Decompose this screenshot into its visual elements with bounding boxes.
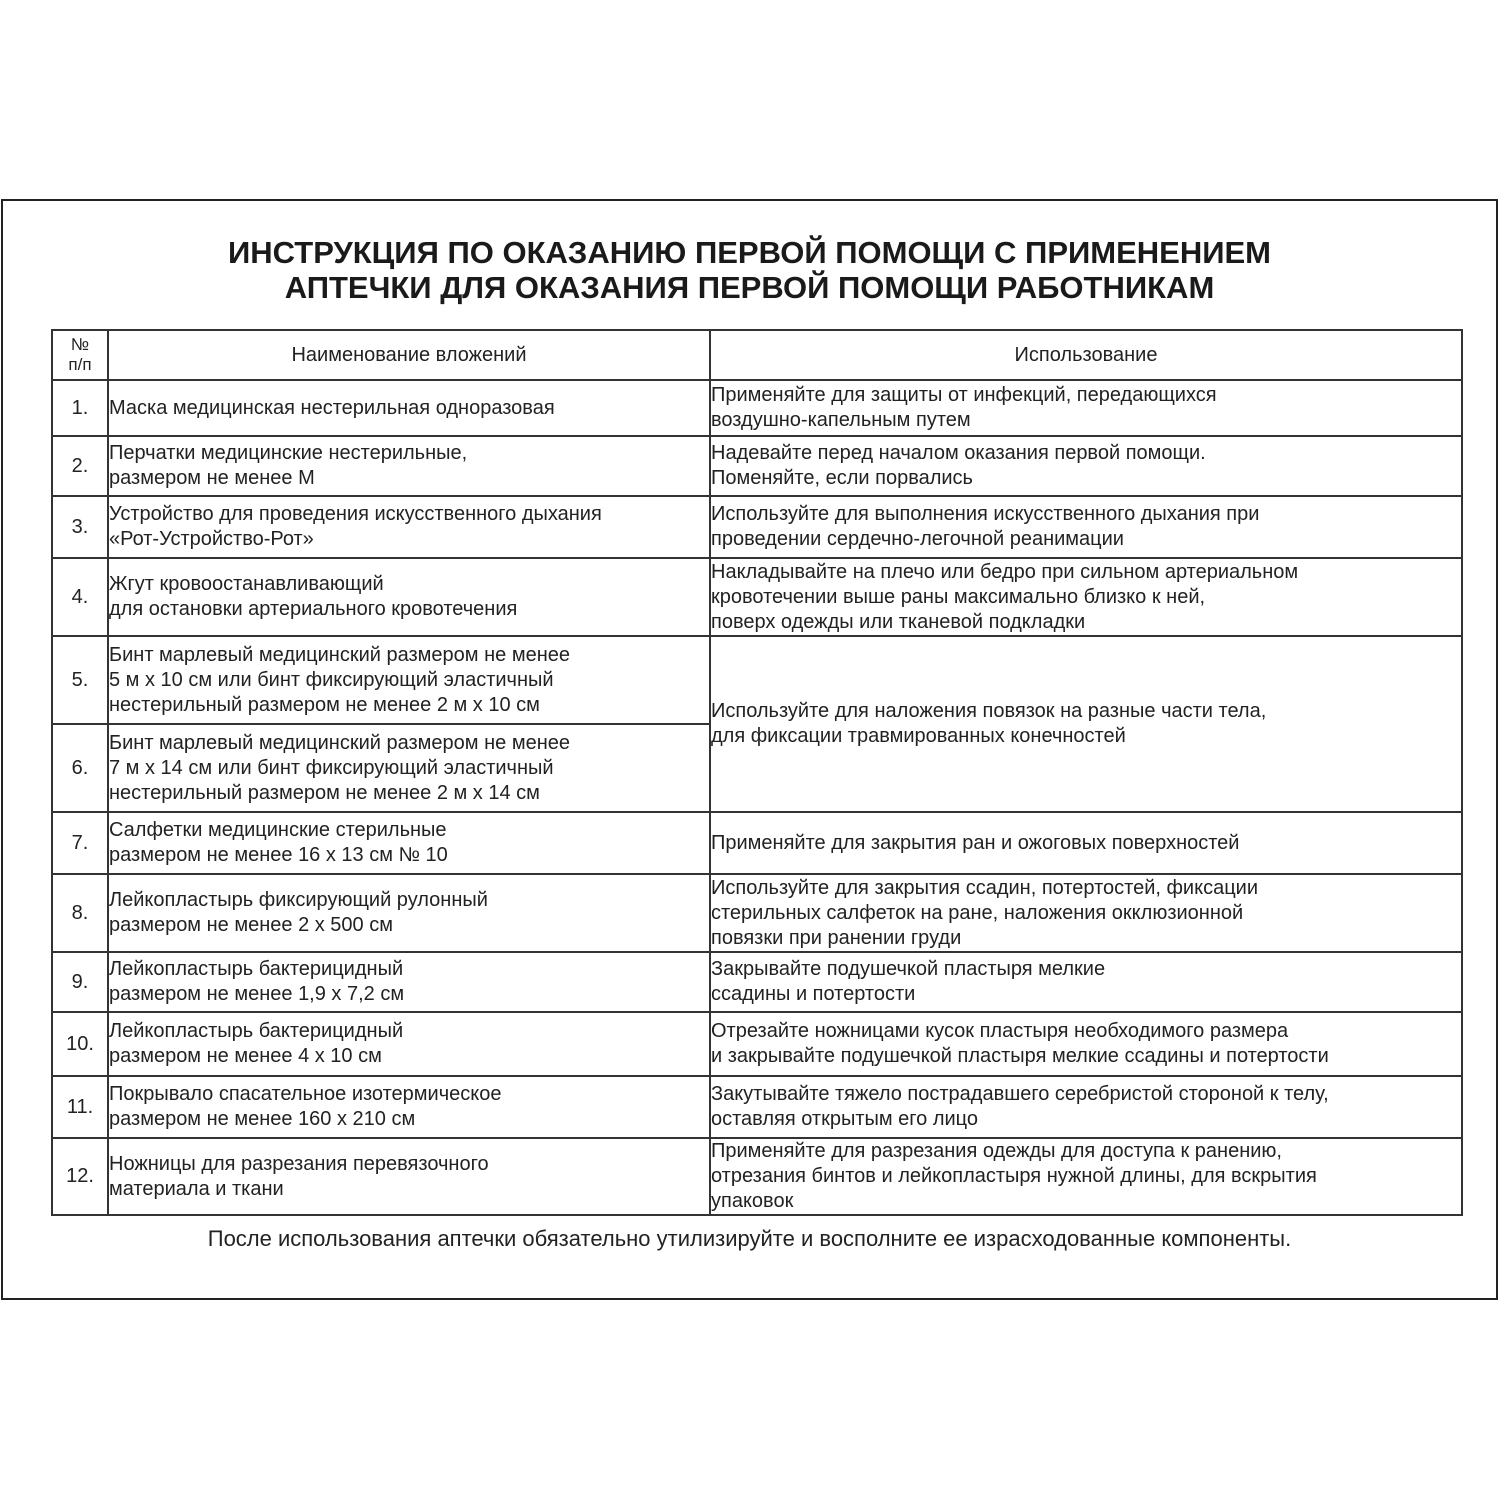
item-usage-line: ссадины и потертости [711,983,916,1005]
header-name: Наименование вложений [108,330,710,380]
table-row [52,380,1462,436]
header-usage: Использование [710,330,1462,380]
item-usage-line: проведении сердечно-легочной реанимации [711,528,1124,550]
item-name [108,1138,710,1215]
footer-note: После использования аптечки обязательно утилизируйте и восполните ее израсходованные компоненты. [207,1226,1292,1251]
row-number: 1. [52,380,108,436]
item-name-line: размером не менее M [109,467,315,489]
row-number: 7. [52,812,108,874]
table-row [52,436,1462,496]
row-number: 10. [52,1012,108,1076]
item-name [108,436,710,496]
item-usage-line: Накладывайте на плечо или бедро при сильном артериальном [711,560,1299,583]
table-row [52,496,1462,558]
item-usage-line: оставляя открытым его лицо [711,1108,979,1130]
item-usage-line: Поменяйте, если порвались [711,467,973,489]
header-number [52,330,108,380]
item-name-line: Устройство для проведения искусственного дыхания [109,503,602,525]
item-usage-line: Отрезайте ножницами кусок пластыря необходимого размера [711,1020,1289,1042]
item-name [108,558,710,636]
item-usage-line: Используйте для закрытия ссадин, потертостей, фиксации [711,876,1259,899]
row-number: 9. [52,952,108,1012]
item-usage [710,1138,1462,1215]
item-usage-line: Применяйте для разрезания одежды для доступа к ранению, [711,1140,1282,1162]
item-name-line: 7 м х 14 см или бинт фиксирующий эластичный [109,756,554,779]
table-row [52,1138,1462,1215]
row-number: 6. [52,724,108,812]
item-name-line: «Рот-Устройство-Рот» [109,528,314,550]
item-name [108,636,710,724]
item-name [108,1076,710,1138]
item-usage-line: кровотечении выше раны максимально близко к ней, [711,585,1206,608]
table-row [52,1012,1462,1076]
table-header-row [52,330,1462,380]
item-name [108,812,710,874]
item-name-line: размером не менее 1,9 х 7,2 см [109,983,405,1005]
item-usage-line: для фиксации травмированных конечностей [711,725,1126,747]
item-name-line: Покрывало спасательное изотермическое [109,1083,502,1105]
item-name-line: нестерильный размером не менее 2 м х 14 см [109,781,540,804]
item-usage-line: Используйте для наложения повязок на разные части тела, [711,700,1267,722]
item-name [108,380,710,436]
item-usage-line: Применяйте для защиты от инфекций, передающихся [711,384,1217,406]
item-name-line: Лейкопластырь бактерицидный [109,1020,404,1042]
table-row [52,812,1462,874]
item-usage-line: и закрывайте подушечкой пластыря мелкие ссадины и потертости [711,1045,1329,1067]
item-name-line: размером не менее 2 х 500 см [109,914,393,936]
item-usage-line: воздушно-капельным путем [711,409,971,431]
item-name-line: Маска медицинская нестерильная одноразовая [109,396,555,419]
item-name [108,952,710,1012]
page-title [3,235,1496,305]
item-usage-line: стерильных салфеток на ране, наложения окклюзионной [711,901,1244,924]
item-usage-line: поверх одежды или тканевой подкладки [711,610,1086,633]
item-name [108,496,710,558]
item-usage [710,436,1462,496]
item-name-line: Лейкопластырь фиксирующий рулонный [109,889,488,911]
item-name [108,724,710,812]
item-name [108,874,710,952]
table-row [52,952,1462,1012]
item-name-line: размером не менее 4 х 10 см [109,1045,382,1067]
item-name-line: материала и ткани [109,1177,284,1200]
header-number-sign: № [70,335,90,354]
item-name-line: 5 м х 10 см или бинт фиксирующий эластичный [109,668,554,691]
item-name-line: для остановки артериального кровотечения [109,598,518,620]
item-usage [710,558,1462,636]
item-usage-line: Используйте для выполнения искусственного дыхания при [711,503,1260,525]
item-name-line: Бинт марлевый медицинский размером не менее [109,643,570,666]
title-line-1: ИНСТРУКЦИЯ ПО ОКАЗАНИЮ ПЕРВОЙ ПОМОЩИ С ПРИМЕНЕНИЕМ [227,235,1272,270]
item-usage-line: повязки при ранении груди [711,926,962,949]
table-body [52,380,1462,1215]
item-name-line: Жгут кровоостанавливающий [109,573,384,595]
table-row [52,558,1462,636]
title-line-2: АПТЕЧКИ ДЛЯ ОКАЗАНИЯ ПЕРВОЙ ПОМОЩИ РАБОТНИКАМ [284,270,1215,305]
row-number: 5. [52,636,108,724]
item-usage [710,1012,1462,1076]
item-usage-line: упаковок [711,1190,794,1212]
item-usage-line: Закрывайте подушечкой пластыря мелкие [711,958,1106,980]
row-number: 4. [52,558,108,636]
item-usage [710,380,1462,436]
item-usage-line: отрезания бинтов и лейкопластыря нужной длины, для вскрытия [711,1165,1317,1187]
item-name-line: Ножницы для разрезания перевязочного [109,1152,489,1175]
instruction-poster [1,199,1498,1300]
row-number: 11. [52,1076,108,1138]
item-name-line: размером не менее 16 х 13 см № 10 [109,844,448,866]
item-usage [710,636,1462,812]
item-usage-line: Надевайте перед началом оказания первой помощи. [711,442,1206,464]
row-number: 12. [52,1138,108,1215]
item-name-line: Перчатки медицинские нестерильные, [109,442,468,464]
item-usage [710,496,1462,558]
first-aid-kit-table [51,329,1463,1216]
item-name-line: Лейкопластырь бактерицидный [109,958,404,980]
item-name-line: размером не менее 160 х 210 см [109,1108,416,1130]
table-row [52,874,1462,952]
row-number: 2. [52,436,108,496]
item-name-line: Бинт марлевый медицинский размером не менее [109,731,570,754]
item-name [108,1012,710,1076]
item-usage [710,1076,1462,1138]
item-usage [710,952,1462,1012]
item-usage-line: Закутывайте тяжело пострадавшего серебристой стороной к телу, [711,1083,1329,1105]
item-usage-line: Применяйте для закрытия ран и ожоговых поверхностей [711,831,1240,854]
table-row [52,636,1462,724]
item-usage [710,874,1462,952]
table-row [52,1076,1462,1138]
header-number-abbr: п/п [68,355,92,374]
item-name-line: Салфетки медицинские стерильные [109,819,447,841]
item-name-line: нестерильный размером не менее 2 м х 10 см [109,693,540,716]
row-number: 8. [52,874,108,952]
row-number: 3. [52,496,108,558]
item-usage [710,812,1462,874]
